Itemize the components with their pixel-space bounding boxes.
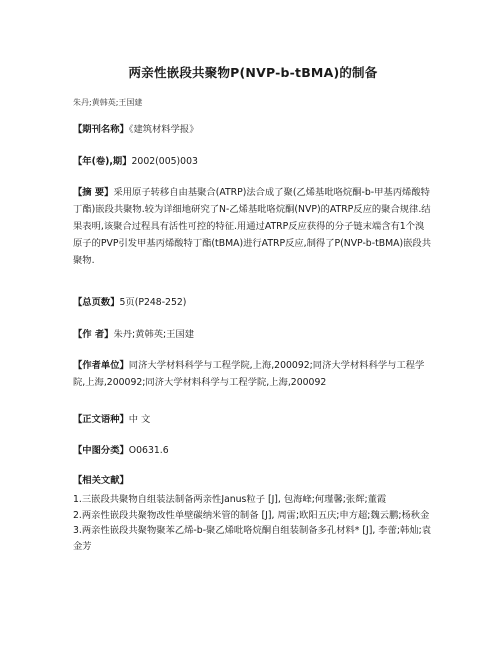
abstract-field <box>73 184 433 269</box>
authors-line: 朱丹;黄韩英;王国建 <box>73 98 143 107</box>
language-label: 【正文语种】 <box>73 414 129 425</box>
total-pages-field <box>73 294 433 311</box>
clc-label: 【中图分类】 <box>73 445 129 456</box>
year-issue-label: 【年(卷),期】 <box>73 156 132 167</box>
reference-item-1[interactable]: 1.三嵌段共聚物自组装法制备两亲性Janus粒子 [J], 包海峰;何瑾馨;张辉;董霞 <box>73 494 387 505</box>
reference-item-3[interactable]: 3.两亲性嵌段共聚物聚苯乙烯-b-聚乙烯吡咯烷酮自组装制备多孔材料* [J], 李蕾;韩灿;袁金芳 <box>73 525 432 552</box>
author-label: 【作 者】 <box>73 329 114 340</box>
abstract-value: 采用原子转移自由基聚合(ATRP)法合成了聚(乙烯基吡咯烷酮-b-甲基丙烯酸特丁酯)嵌段共聚物.较为详细地研究了N-乙烯基吡咯烷酮(NVP)的ATRP反应的聚合规律.结果表明,该聚合过程具有活性可控的特征.用通过ATRP反应获得的分子链末端含有1个溴原子的PVP引发甲基丙烯酸特丁酯(tBMA)进行ATRP反应,制得了P(NVP-b-tBMA)嵌段共聚物. <box>73 187 431 266</box>
affiliation-field <box>73 357 433 391</box>
affiliation-label: 【作者单位】 <box>73 360 129 371</box>
author-value: 朱丹;黄韩英;王国建 <box>113 329 195 340</box>
affiliation-value: 同济大学材料科学与工程学院,上海,200092;同济大学材料科学与工程学院,上海,200092;同济大学材料科学与工程学院,上海,200092 <box>73 360 425 388</box>
journal-field <box>73 121 433 138</box>
related-label: 【相关文献】 <box>73 475 129 486</box>
language-field <box>73 411 433 428</box>
clc-field <box>73 442 433 459</box>
related-field <box>73 472 433 489</box>
total-pages-value: 5页(P248-252) <box>119 297 187 308</box>
abstract-label: 【摘 要】 <box>73 187 114 198</box>
author-field <box>73 326 433 343</box>
total-pages-label: 【总页数】 <box>73 297 120 308</box>
language-value: 中 文 <box>128 414 151 425</box>
reference-item-2[interactable]: 2.两亲性嵌段共聚物改性单壁碳纳米管的制备 [J], 周雷;欧阳五庆;申方超;魏云鹏;杨秋金 <box>73 509 430 521</box>
journal-label: 【期刊名称】 <box>73 124 129 135</box>
journal-value: 《建筑材料学报》 <box>128 124 199 135</box>
clc-value: O0631.6 <box>128 445 169 456</box>
year-issue-value: 2002(005)003 <box>131 156 198 167</box>
reference-list <box>73 492 433 554</box>
year-issue-field <box>73 153 433 170</box>
document-title: 两亲性嵌段共聚物P(NVP-b-tBMA)的制备 <box>128 65 378 80</box>
